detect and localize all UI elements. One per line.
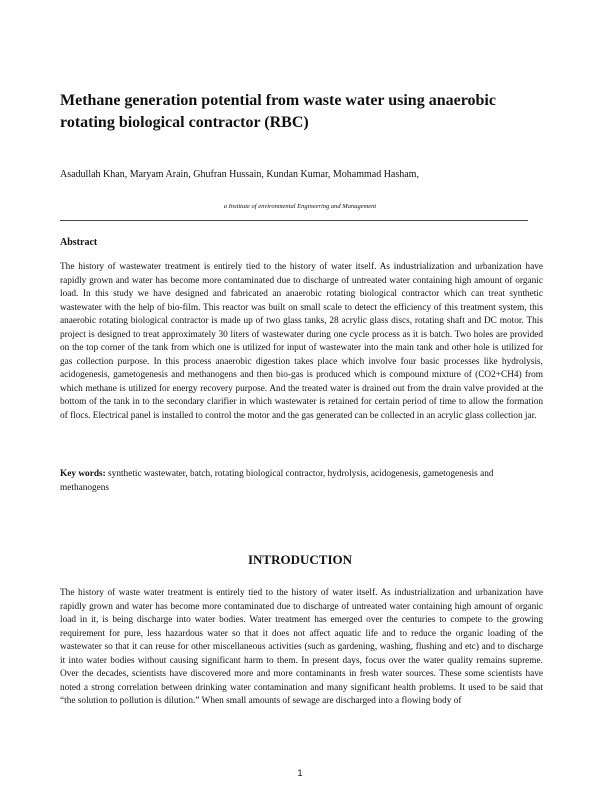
abstract-body: The history of wastewater treatment is entirely tied to the history of water itself. As industrialization and urbanization have rapidly grown and water has become more contaminated due to discharge of untreated water containing high amount of organic load. In this study we have designed and fabricated an anaerobic rotating biological contractor which can treat synthetic wastewater with the help of bio-film. This reactor was built on small scale to detect the efficiency of this treatment system, this anaerobic rotating biological contractor is made up of two glass tanks, 28 acrylic glass discs, rotating shaft and DC motor. This project is designed to treat approximately 30 liters of wastewater during one cycle process as it is batch. Two holes are provided on the top corner of the tank from which one is utilized for input of wastewater into the main tank and other hole is utilized for gas collection purpose. In this process anaerobic digestion takes place which involve four basic processes like hydrolysis, acidogenesis, gametogenesis and methanogens and then bio-gas is produced which is compound mixture of (CO2+CH4) from which methane is utilized for energy recovery purpose. And the treated water is drained out from the drain valve provided at the bottom of the tank in to the secondary clarifier in which wastewater is retained for certain period of time to allow the formation of flocs. Electrical panel is installed to control the motor and the gas generated can be collected in an acrylic glass collection jar. <box>60 262 543 421</box>
abstract-heading: Abstract <box>60 237 98 248</box>
paper-title: Methane generation potential from waste water using anaerobic rotating biological contractor (RBC) <box>60 92 496 131</box>
page-number: 1 <box>297 768 303 778</box>
header-divider <box>60 220 528 221</box>
author-list: Asadullah Khan, Maryam Arain, Ghufran Hussain, Kundan Kumar, Mohammad Hasham, <box>60 169 419 180</box>
keywords-label: Key words: <box>60 469 106 479</box>
affiliation: a Institute of environmental Engineering and Management <box>223 203 377 210</box>
introduction-heading: INTRODUCTION <box>247 552 352 567</box>
keywords <box>60 468 543 495</box>
keywords-text: synthetic wastewater, batch, rotating biological contractor, hydrolysis, acidogenesis, gametogenesis and methanogens <box>60 469 494 493</box>
introduction-body: The history of waste water treatment is entirely tied to the history of water itself. As industrialization and urbanization have rapidly grown and water has become more contaminated due to discharge of untreated water containing high amount of organic load in it, is being discharge into water bodies. Water treatment has emerged over the centuries to compete to the growing requirement for pure, less hazardous water so that it does not affect aquatic life and to reduce the organic loading of the wastewater so that it can reuse for other miscellaneous activities (such as gardening, washing, flushing and etc) and to discharge it into water bodies without causing significant harm to them. In present days, focus over the water quality remains supreme. Over the decades, scientists have discovered more and more contaminants in fresh water sources. These some scientists have noted a strong correlation between drinking water contamination and many significant health problems. It used to be said that “the solution to pollution is dilution.” When small amounts of sewage are discharged into a flowing body of <box>60 588 543 706</box>
